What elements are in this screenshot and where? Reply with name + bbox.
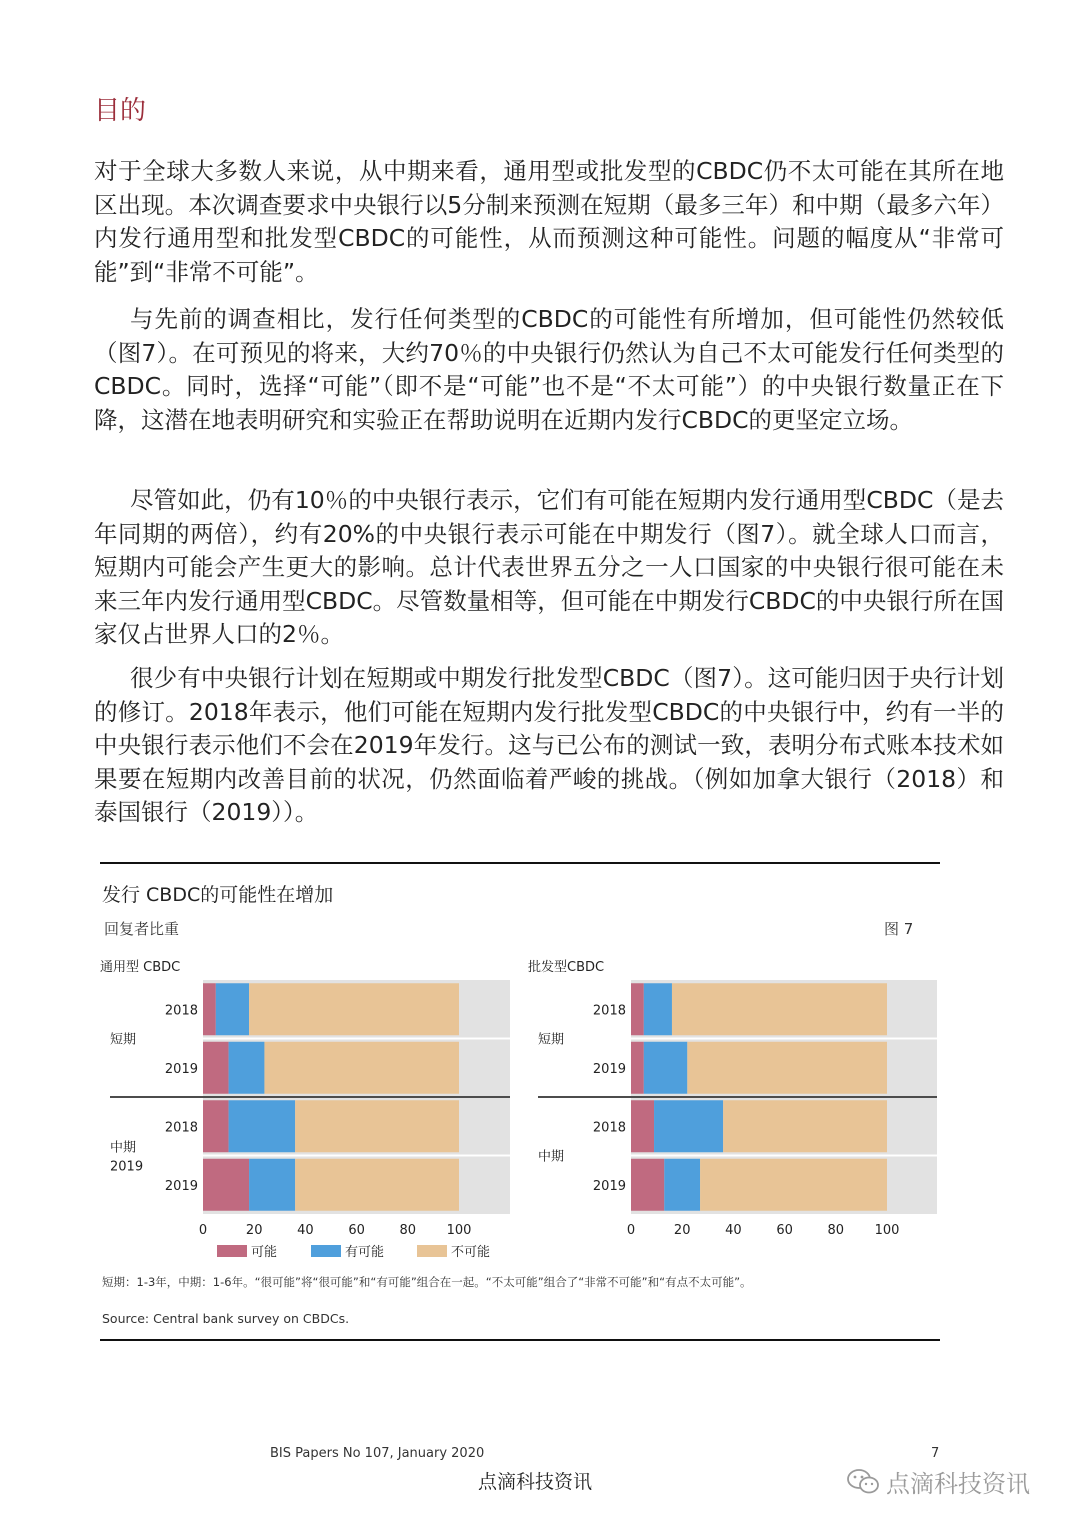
bar-segment [654,1100,723,1152]
watermark-text: 点滴科技资讯 [886,1470,1030,1498]
year-label: 2018 [592,1120,626,1136]
year-label: 2019 [164,1061,198,1077]
bar-segment [229,1100,296,1152]
year-label: 2018 [164,1003,198,1019]
legend-label: 有可能 [345,1245,385,1260]
figure-source: Source: Central bank survey on CBDCs. [102,1311,350,1326]
x-tick-label: 100 [874,1223,900,1238]
x-tick-label: 60 [348,1223,365,1238]
x-tick-label: 80 [827,1223,845,1238]
figure-number: 图 7 [884,920,914,938]
bar-segment [631,1100,654,1152]
legend-swatch [311,1245,341,1257]
legend-label: 可能 [251,1245,278,1260]
year-label: 2019 [592,1178,626,1194]
bar-segment [631,1159,664,1211]
wechat-icon [846,1468,880,1496]
x-tick-label: 20 [673,1223,691,1238]
paragraph-2: 与先前的调查相比，发行任何类型的CBDC的可能性有所增加，但可能性仍然较低（图7）。在可预见的将来，大约70％的中央银行仍然认为自己不太可能发行任何类型的CBDC。同时，选择“可能”（即不是“可能”也不是“不太可能”）的中央银行数量正在下降，这潜在地表明研究和实验正在帮助说明在近期内发行CBDC的更坚定立场。 [94,305,1004,434]
bar-segment [203,983,216,1035]
bar-segment [264,1042,459,1094]
bar-segment [631,983,644,1035]
stacked-bar-chart [95,945,955,1265]
year-label: 2019 [592,1061,626,1077]
section-title: 目的 [94,96,147,126]
x-tick-label: 40 [297,1223,314,1238]
publisher-name: 点滴科技资讯 [478,1471,593,1493]
figure-footnote: 短期：1-3年，中期：1-6年。“很可能”将“很可能”和“有可能”组合在一起。“不太可能”组合了“非常不可能”和“有点不太可能”。 [102,1275,752,1289]
bar-segment [203,1159,249,1211]
year-label: 2018 [592,1003,626,1019]
x-tick-label: 40 [725,1223,742,1238]
bar-segment [295,1100,459,1152]
bar-segment [672,983,887,1035]
year-label: 2018 [164,1120,198,1136]
bar-segment [216,983,249,1035]
panel-title: 批发型CBDC [528,960,605,975]
bar-segment [249,1159,295,1211]
figure-top-rule [100,862,940,864]
legend-swatch [417,1245,447,1257]
bar-segment [687,1042,887,1094]
legend-swatch [217,1245,247,1257]
x-tick-label: 20 [245,1223,263,1238]
category-label: 短期 [538,1032,565,1048]
bar-segment [203,1100,229,1152]
figure-subtitle: 回复者比重 [104,920,180,938]
year-label: 2019 [164,1178,198,1194]
bar-segment [664,1159,700,1211]
category-label: 中期 [538,1149,565,1165]
category-label: 2019 [110,1159,144,1175]
x-tick-label: 100 [446,1223,472,1238]
paragraph-1: 对于全球大多数人来说，从中期来看，通用型或批发型的CBDC仍不太可能在其所在地区出现。本次调查要求中央银行以5分制来预测在短期（最多三年）和中期（最多六年）内发行通用型和批发型CBDC的可能性，从而预测这种可能性。问题的幅度从“非常可能”到“非常不可能”。 [94,157,1004,286]
legend-label: 不可能 [451,1245,491,1260]
x-tick-label: 0 [198,1223,208,1238]
footer-citation: BIS Papers No 107, January 2020 [270,1446,485,1461]
x-tick-label: 80 [399,1223,417,1238]
x-tick-label: 0 [626,1223,636,1238]
panel-title: 通用型 CBDC [100,960,181,975]
bar-segment [203,1042,229,1094]
bar-segment [229,1042,265,1094]
bar-segment [249,983,459,1035]
paragraph-4: 很少有中央银行计划在短期或中期发行批发型CBDC（图7）。这可能归因于央行计划的修订。2018年表示，他们可能在短期内发行批发型CBDC的中央银行中，约有一半的中央银行表示他们不会在2019年发行。这与已公布的测试一致，表明分布式账本技术如果要在短期内改善目前的状况，仍然面临着严峻的挑战。（例如加拿大银行（2018）和泰国银行（2019））。 [94,664,1004,826]
bar-segment [644,983,672,1035]
category-label: 中期 [110,1140,137,1156]
bar-segment [723,1100,887,1152]
figure-title: 发行 CBDC的可能性在增加 [102,884,334,906]
bar-segment [700,1159,887,1211]
page-number: 7 [931,1446,940,1461]
figure-bottom-rule [100,1339,940,1341]
x-tick-label: 60 [776,1223,793,1238]
bar-segment [295,1159,459,1211]
bar-segment [631,1042,644,1094]
category-label: 短期 [110,1032,137,1048]
paragraph-3: 尽管如此，仍有10％的中央银行表示，它们有可能在短期内发行通用型CBDC（是去年同期的两倍），约有20%的中央银行表示可能在中期发行（图7）。就全球人口而言，短期内可能会产生更大的影响。总计代表世界五分之一人口国家的中央银行很可能在未来三年内发行通用型CBDC。尽管数量相等，但可能在中期发行CBDC的中央银行所在国家仅占世界人口的2％。 [94,486,1004,648]
bar-segment [644,1042,688,1094]
